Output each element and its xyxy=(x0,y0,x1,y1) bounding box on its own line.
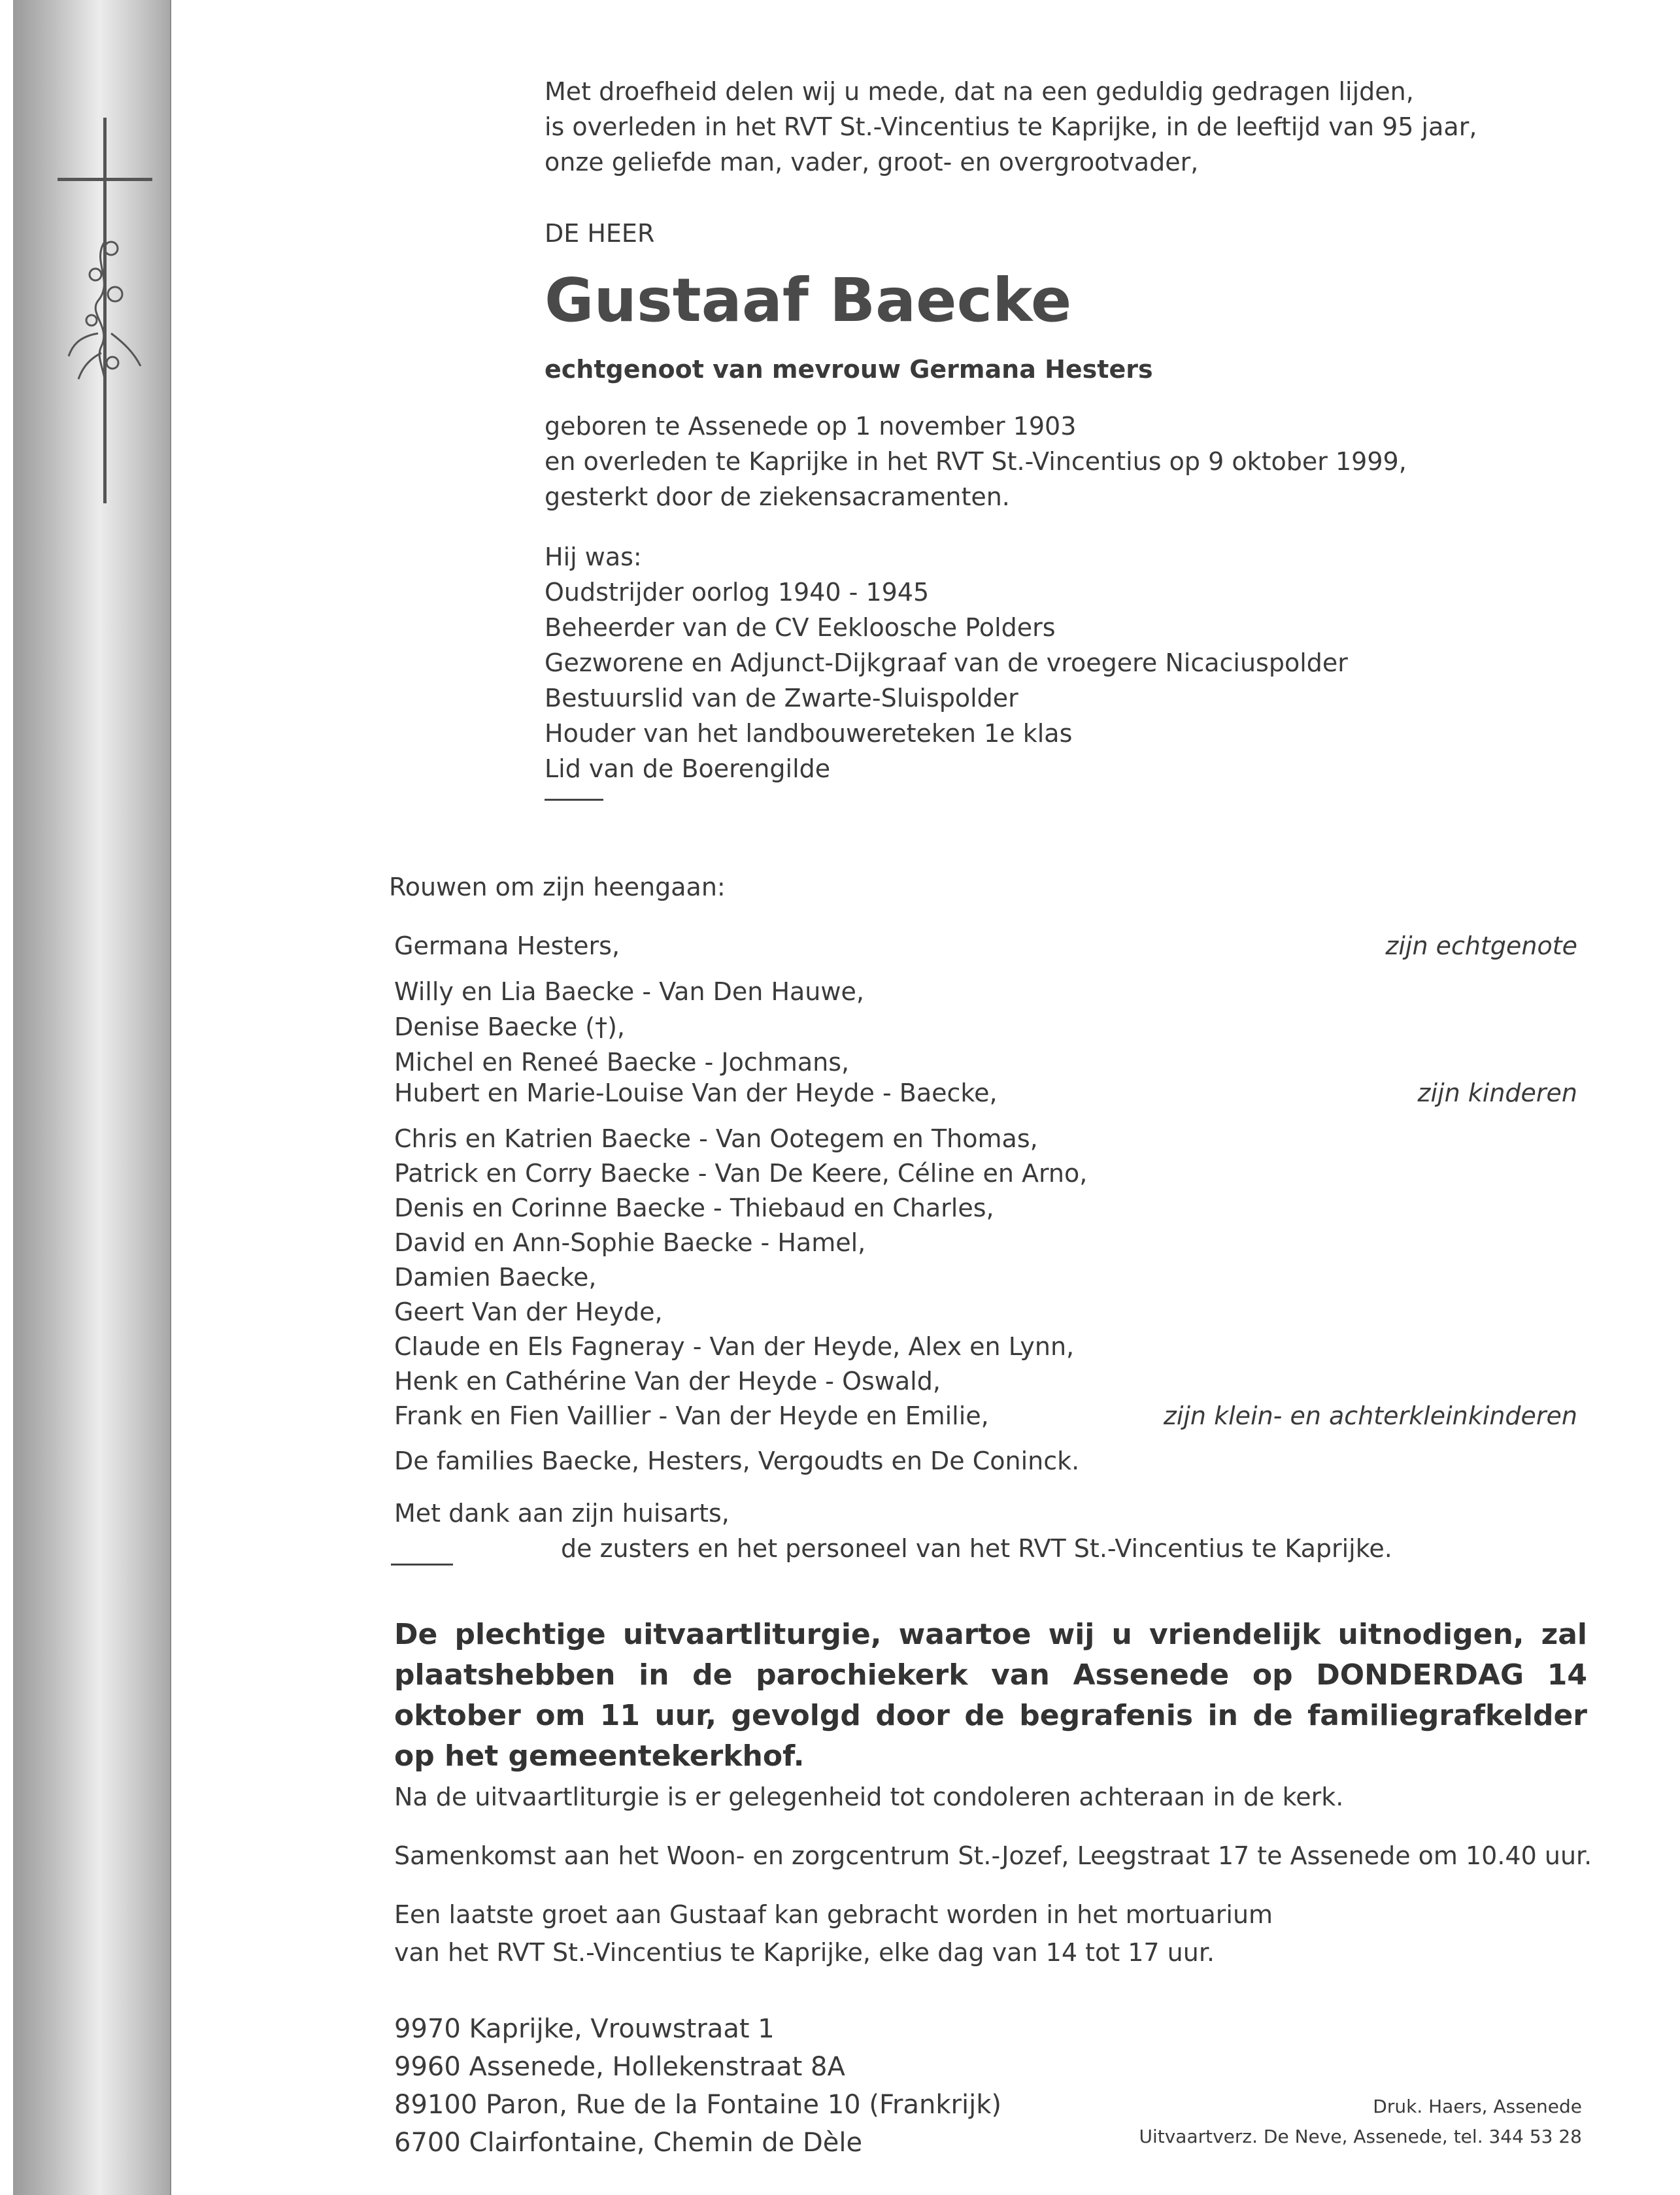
mourner-name: Michel en Reneé Baecke - Jochmans, xyxy=(394,1048,850,1077)
intro-line: is overleden in het RVT St.-Vincentius te Kaprijke, in de leeftijd van 95 jaar, xyxy=(545,112,1477,141)
mourner-role: zijn kinderen xyxy=(1417,1079,1577,1107)
career-item: Gezworene en Adjunct-Dijkgraaf van de vroegere Nicaciuspolder xyxy=(545,648,1348,677)
mourner-name: Chris en Katrien Baecke - Van Ootegem en Thomas, xyxy=(394,1124,1038,1153)
sacrament-line: gesterkt door de ziekensacramenten. xyxy=(545,482,1010,511)
death-line: en overleden te Kaprijke in het RVT St.-Vincentius op 9 oktober 1999, xyxy=(545,447,1407,476)
career-heading: Hij was: xyxy=(545,543,642,571)
mourner-row xyxy=(394,974,1577,1009)
deceased-name: Gustaaf Baecke xyxy=(545,265,1072,335)
thanks-line: de zusters en het personeel van het RVT St.-Vincentius te Kaprijke. xyxy=(561,1534,1392,1563)
career-item: Lid van de Boerengilde xyxy=(545,754,831,783)
thanks-line: Met dank aan zijn huisarts, xyxy=(394,1499,730,1528)
gathering-text: Samenkomst aan het Woon- en zorgcentrum St.-Jozef, Leegstraat 17 te Assenede om 10.40 uur. xyxy=(394,1841,1592,1870)
title-prefix: DE HEER xyxy=(545,219,655,248)
intro-text xyxy=(545,74,1477,180)
mourner-name: Willy en Lia Baecke - Van Den Hauwe, xyxy=(394,977,864,1006)
address-line: 89100 Paron, Rue de la Fontaine 10 (Frankrijk) xyxy=(394,2090,1001,2120)
mourner-row xyxy=(394,1294,1577,1330)
mourner-name: De families Baecke, Hesters, Vergoudts en De Coninck. xyxy=(394,1447,1080,1475)
mourner-row xyxy=(394,1045,1577,1080)
mourner-row xyxy=(394,1398,1577,1433)
condolence-text: Na de uitvaartliturgie is er gelegenheid tot condoleren achteraan in de kerk. xyxy=(394,1783,1344,1811)
intro-line: Met droefheid delen wij u mede, dat na een geduldig gedragen lijden, xyxy=(545,77,1414,106)
career-list xyxy=(545,539,1348,786)
career-item: Beheerder van de CV Eekloosche Polders xyxy=(545,613,1056,642)
mourner-row xyxy=(394,928,1577,963)
mourner-row xyxy=(394,1364,1577,1399)
mourner-name: Hubert en Marie-Louise Van der Heyde - Baecke, xyxy=(394,1079,998,1107)
decorative-sidebar xyxy=(13,0,171,2195)
divider xyxy=(391,1564,453,1566)
career-item: Bestuurslid van de Zwarte-Sluispolder xyxy=(545,684,1018,712)
mourner-name: Patrick en Corry Baecke - Van De Keere, Céline en Arno, xyxy=(394,1159,1088,1188)
mourner-row xyxy=(394,1156,1577,1191)
spouse-line: echtgenoot van mevrouw Germana Hesters xyxy=(545,355,1153,384)
undertaker-line: Uitvaartverz. De Neve, Assenede, tel. 344 53 28 xyxy=(1139,2126,1582,2147)
mourner-name: Denise Baecke (†), xyxy=(394,1013,626,1041)
career-item: Oudstrijder oorlog 1940 - 1945 xyxy=(545,578,930,607)
address-line: 9960 Assenede, Hollekenstraat 8A xyxy=(394,2052,845,2082)
career-item: Houder van het landbouwereteken 1e klas xyxy=(545,719,1073,748)
mourner-row xyxy=(394,1329,1577,1364)
printer-credits xyxy=(1139,2092,1582,2152)
printer-line: Druk. Haers, Assenede xyxy=(1373,2096,1582,2117)
farewell-line: van het RVT St.-Vincentius te Kaprijke, elke dag van 14 tot 17 uur. xyxy=(394,1938,1215,1967)
mourner-row xyxy=(394,1443,1577,1479)
farewell-line: Een laatste groet aan Gustaaf kan gebracht worden in het mortuarium xyxy=(394,1900,1273,1929)
mourner-name: Denis en Corinne Baecke - Thiebaud en Charles, xyxy=(394,1194,994,1222)
address-list xyxy=(394,2010,1001,2162)
birth-death-details xyxy=(545,409,1407,514)
mourner-name: Damien Baecke, xyxy=(394,1263,597,1292)
mourner-row xyxy=(394,1260,1577,1295)
liturgy-announcement: De plechtige uitvaartliturgie, waartoe wij u vriendelijk uitnodigen, zal plaatshebben in de parochiekerk van Assenede op DONDERDAG 14 oktober om 11 uur, gevolgd door de begrafenis in de familiegrafkelder op het gemeentekerkhof. xyxy=(394,1618,1587,1773)
mourners-heading: Rouwen om zijn heengaan: xyxy=(389,873,726,901)
mourner-role: zijn klein- en achterkleinkinderen xyxy=(1163,1401,1577,1430)
mourner-row xyxy=(394,1190,1577,1226)
mourner-name: David en Ann-Sophie Baecke - Hamel, xyxy=(394,1228,866,1257)
mourner-name: Geert Van der Heyde, xyxy=(394,1298,663,1326)
mourner-row xyxy=(394,1121,1577,1156)
mourner-row xyxy=(394,1009,1577,1045)
intro-line: onze geliefde man, vader, groot- en overgrootvader, xyxy=(545,148,1199,176)
address-line: 9970 Kaprijke, Vrouwstraat 1 xyxy=(394,2014,775,2044)
mourner-row xyxy=(394,1225,1577,1260)
divider xyxy=(545,799,603,801)
cross-icon xyxy=(52,118,157,510)
mourner-name: Henk en Cathérine Van der Heyde - Oswald, xyxy=(394,1367,941,1396)
mourner-name: Claude en Els Fagneray - Van der Heyde, Alex en Lynn, xyxy=(394,1332,1075,1361)
mourner-name: Germana Hesters, xyxy=(394,931,620,960)
birth-line: geboren te Assenede op 1 november 1903 xyxy=(545,412,1077,441)
farewell-text xyxy=(394,1896,1273,1971)
mourner-role: zijn echtgenote xyxy=(1385,931,1577,960)
address-line: 6700 Clairfontaine, Chemin de Dèle xyxy=(394,2128,863,2158)
mourner-name: Frank en Fien Vaillier - Van der Heyde en Emilie, xyxy=(394,1401,989,1430)
mourner-row xyxy=(394,1075,1577,1111)
